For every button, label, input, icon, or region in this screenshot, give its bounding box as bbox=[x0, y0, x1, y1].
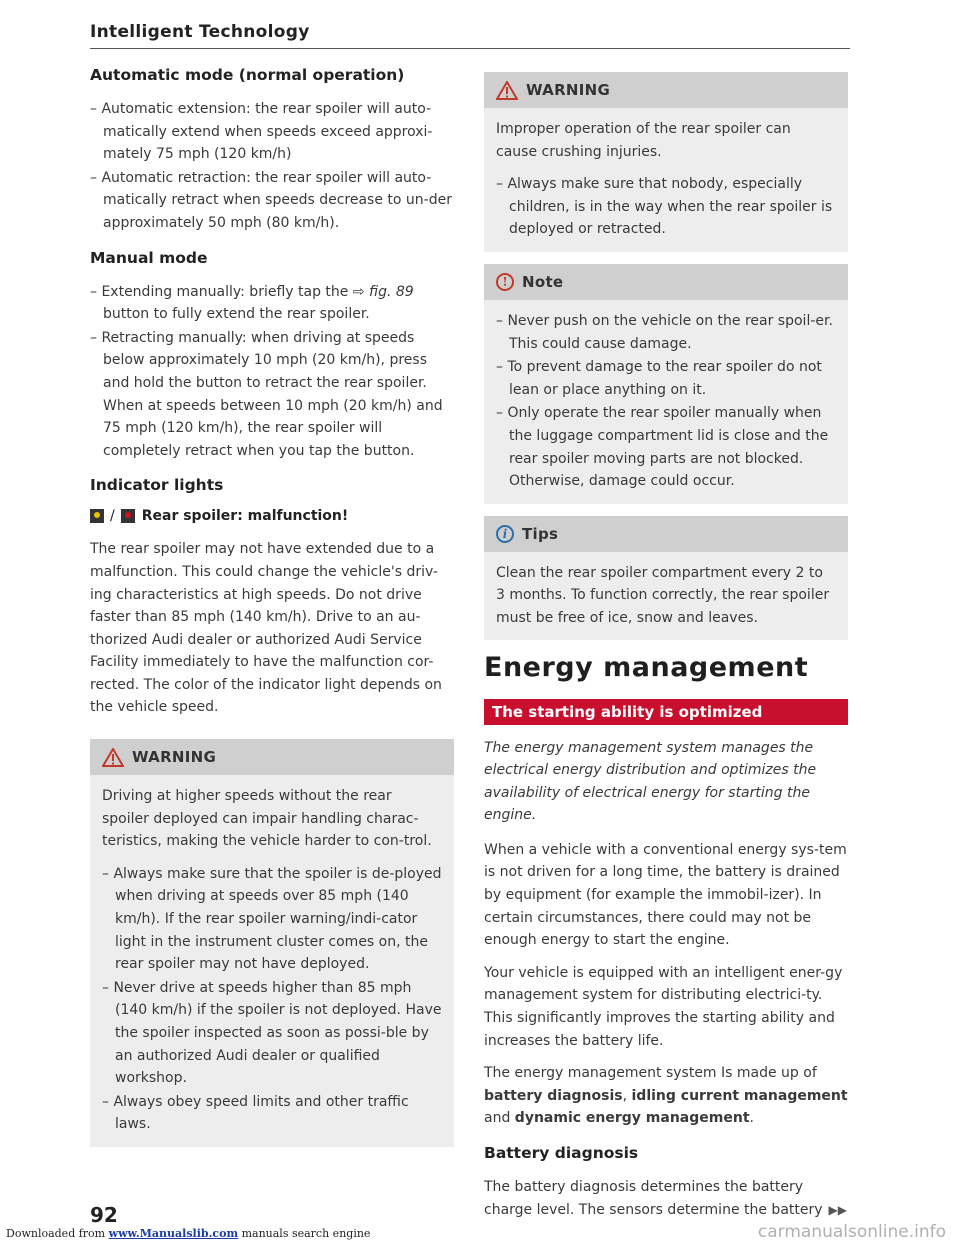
tips-box-body bbox=[484, 552, 848, 630]
note-label: Note bbox=[522, 272, 564, 291]
bold-term: dynamic energy management bbox=[514, 1110, 750, 1127]
warning-label: WARNING bbox=[526, 81, 611, 99]
indicator-lights-heading: Indicator lights bbox=[90, 476, 224, 495]
download-footer bbox=[6, 1227, 370, 1240]
tips-box bbox=[484, 516, 848, 640]
note-exclamation-icon: ! bbox=[496, 273, 514, 291]
left-column bbox=[90, 66, 454, 1159]
tips-info-icon: i bbox=[496, 525, 514, 543]
tips-box-header bbox=[484, 516, 848, 552]
list-item: – Never drive at speeds higher than 85 mph (140 km/h) if the spoiler is not deployed. Have the spoiler inspected as soon as possi-ble by an authorized Audi dealer or qualified workshop. bbox=[102, 977, 442, 1090]
indicator-separator: / bbox=[110, 508, 115, 525]
body-text: and bbox=[484, 1110, 515, 1127]
footer-text: manuals search engine bbox=[238, 1227, 371, 1240]
body-text: The battery diagnosis determines the battery charge level. The sensors determine the battery bbox=[484, 1179, 823, 1218]
bold-term: idling current management bbox=[631, 1087, 848, 1104]
tips-text: Clean the rear spoiler compartment every 2 to 3 months. To function correctly, the rear spoiler must be free of ice, snow and leaves. bbox=[496, 564, 830, 626]
list-item: – Retracting manually: when driving at speeds below approximately 10 mph (20 km/h), press and hold the button to retract the rear spoiler. When at speeds between 10 mph (20 km/h) and 75 mph (120 km/h), the rear spoiler will completely retract when you tap the button. bbox=[90, 327, 454, 463]
body-paragraph: When a vehicle with a conventional energy sys-tem is not driven for a long time, the battery is drained by equipment (for example the immobil-izer). In certain circumstances, there could may not be enough energy to start the engine. bbox=[484, 841, 847, 949]
warning-text: Driving at higher speeds without the rear spoiler deployed can impair handling charac-teristics, making the vehicle harder to con-trol. bbox=[102, 788, 432, 850]
indicator-description: The rear spoiler may not have extended due to a malfunction. This could change the vehicle's driv-ing characteristics at high speeds. Do not drive faster than 85 mph (140 km/h). Drive to an au-thorized Audi dealer or authorized Audi Service Facility immediately to have the malfunction cor-rected. The color of the indicator light depends on the vehicle speed. bbox=[90, 541, 442, 716]
automatic-mode-list bbox=[90, 98, 454, 235]
list-item: – Automatic extension: the rear spoiler will auto-matically extend when speeds exceed approxi-mately 75 mph (120 km/h) bbox=[90, 98, 454, 166]
subsection-banner: The starting ability is optimized bbox=[484, 699, 848, 725]
body-text: The energy management system Is made up of bbox=[484, 1065, 817, 1082]
note-box-body bbox=[484, 300, 848, 493]
warning-box bbox=[484, 72, 848, 252]
list-item: – Always make sure that the spoiler is de-ployed when driving at speeds over 85 mph (140 km/h). If the rear spoiler warning/indi-cator light in the instrument cluster comes on, the rear spoiler may not have deployed. bbox=[102, 863, 442, 976]
list-item: – Only operate the rear spoiler manually when the luggage compartment lid is close and the rear spoiler moving parts are not blocked. Otherwise, damage could occur. bbox=[496, 402, 836, 492]
warning-text: Improper operation of the rear spoiler can cause crushing injuries. bbox=[496, 121, 791, 160]
note-box bbox=[484, 264, 848, 504]
tips-label: Tips bbox=[522, 524, 559, 543]
list-item: – To prevent damage to the rear spoiler do not lean or place anything on it. bbox=[496, 356, 836, 401]
figure-reference-link[interactable]: ⇨ fig. 89 bbox=[352, 283, 414, 300]
manual-mode-list bbox=[90, 281, 454, 463]
warning-box-header bbox=[484, 72, 848, 108]
list-item bbox=[90, 281, 454, 326]
manualslib-link[interactable]: www.Manualslib.com bbox=[108, 1227, 239, 1240]
note-box-header bbox=[484, 264, 848, 300]
header-divider bbox=[90, 48, 850, 49]
body-paragraph bbox=[484, 1062, 848, 1130]
spoiler-warning-yellow-icon bbox=[90, 509, 104, 523]
manual-item-text: Extending manually: briefly tap the bbox=[101, 283, 353, 300]
warning-triangle-icon bbox=[102, 748, 124, 767]
page-header-title: Intelligent Technology bbox=[90, 22, 310, 42]
warning-triangle-icon bbox=[496, 81, 518, 100]
warning-list bbox=[496, 173, 836, 241]
right-column bbox=[484, 72, 848, 1231]
section-title: Energy management bbox=[484, 651, 809, 683]
warning-list bbox=[102, 863, 442, 1136]
manual-mode-heading: Manual mode bbox=[90, 248, 208, 267]
note-list bbox=[496, 310, 836, 493]
list-item: – Never push on the vehicle on the rear spoil-er. This could cause damage. bbox=[496, 310, 836, 355]
body-text: , bbox=[622, 1087, 632, 1104]
body-paragraph bbox=[484, 1176, 848, 1221]
warning-box-body bbox=[90, 775, 454, 1136]
bold-term: battery diagnosis bbox=[484, 1087, 623, 1104]
automatic-mode-heading: Automatic mode (normal operation) bbox=[90, 66, 405, 84]
body-text: . bbox=[749, 1110, 754, 1127]
warning-label: WARNING bbox=[132, 748, 217, 767]
body-paragraph: Your vehicle is equipped with an intelligent ener-gy management system for distributing electrici-ty. This significantly improves the starting ability and increases the battery life. bbox=[484, 964, 843, 1049]
warning-box-header bbox=[90, 739, 454, 775]
battery-diagnosis-heading: Battery diagnosis bbox=[484, 1144, 639, 1162]
watermark: carmanualsonline.info bbox=[757, 1222, 946, 1242]
indicator-line bbox=[90, 508, 454, 524]
continue-arrow-icon: ▶▶ bbox=[828, 1202, 847, 1217]
manual-item-text: button to fully extend the rear spoiler. bbox=[103, 306, 370, 323]
list-item: – Always obey speed limits and other traffic laws. bbox=[102, 1091, 442, 1136]
list-item: – Always make sure that nobody, especially children, is in the way when the rear spoiler is deployed or retracted. bbox=[496, 173, 836, 241]
footer-text: Downloaded from bbox=[6, 1227, 109, 1240]
page-number: 92 bbox=[90, 1203, 118, 1227]
spoiler-warning-red-icon bbox=[121, 509, 135, 523]
warning-box-body bbox=[484, 108, 848, 241]
warning-box bbox=[90, 739, 454, 1147]
list-item: – Automatic retraction: the rear spoiler will auto-matically retract when speeds decrease to un-der approximately 50 mph (80 km/h). bbox=[90, 167, 454, 235]
indicator-label: Rear spoiler: malfunction! bbox=[141, 508, 349, 525]
intro-text: The energy management system manages the electrical energy distribution and optimizes the availability of electrical energy for starting the engine. bbox=[484, 739, 817, 824]
